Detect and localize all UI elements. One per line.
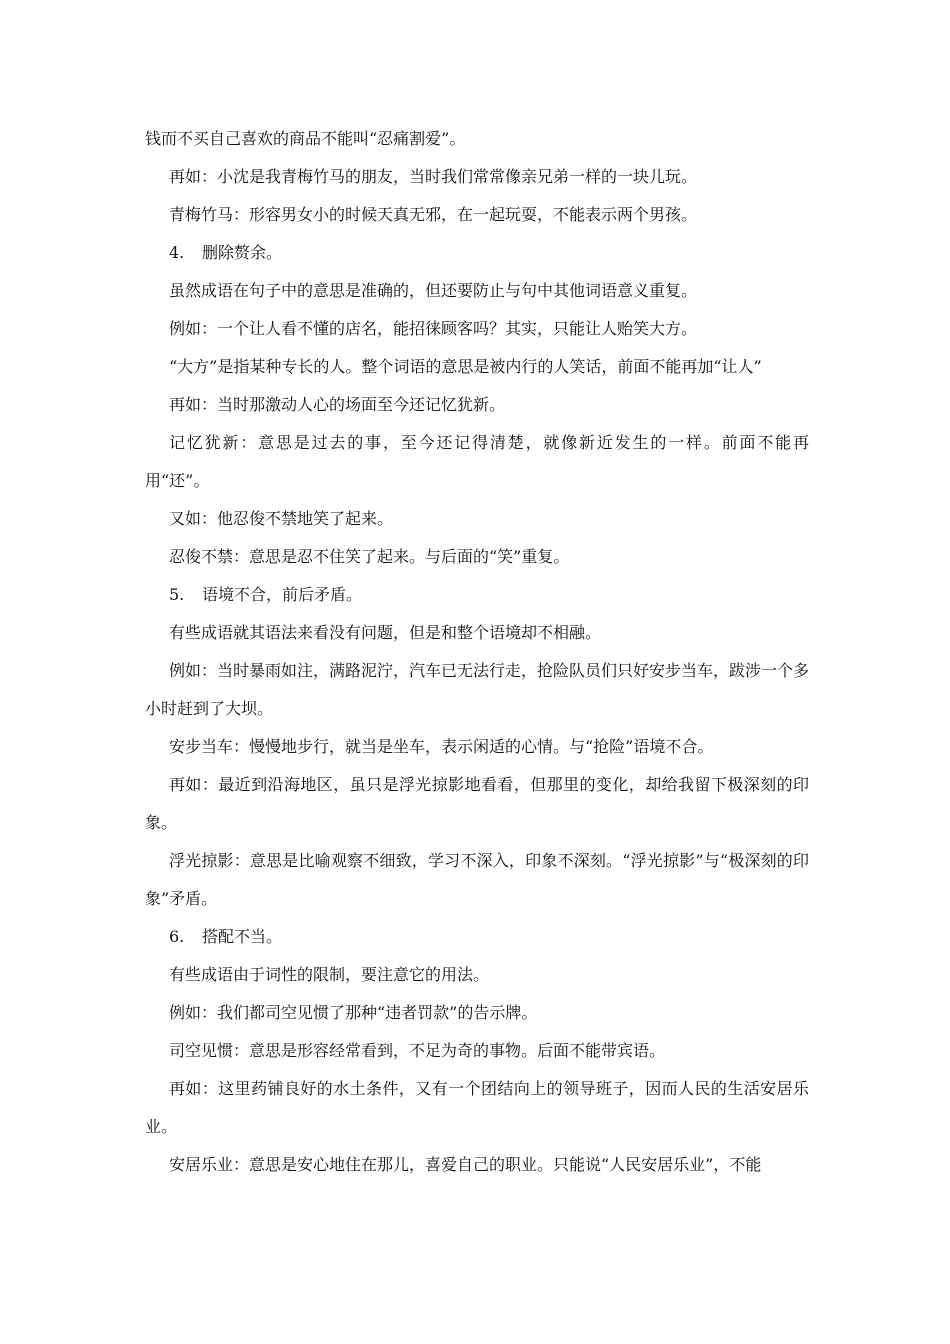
paragraph-example: 再如：最近到沿海地区，虽只是浮光掠影地看看，但那里的变化，却给我留下极深刻的印象。 xyxy=(145,775,809,832)
section-title: 语境不合，前后矛盾。 xyxy=(202,585,363,604)
paragraph-explanation: 安步当车：慢慢地步行，就当是坐车，表示闲适的心情。与“抢险”语境不合。 xyxy=(169,737,714,756)
paragraph-intro: 有些成语就其语法来看没有问题，但是和整个语境却不相融。 xyxy=(169,623,602,642)
section-heading-4 xyxy=(145,234,809,272)
paragraph-example: 例如：一个让人看不懂的店名，能招徕顾客吗？其实，只能让人贻笑大方。 xyxy=(169,319,698,338)
section-heading-6 xyxy=(145,918,809,956)
document-body xyxy=(145,120,809,1184)
paragraph-example: 例如：我们都司空见惯了那种“违者罚款”的告示牌。 xyxy=(169,1003,538,1022)
section-number: 6. xyxy=(169,927,185,946)
paragraph-example: 例如：当时暴雨如注，满路泥泞，汽车已无法行走，抢险队员们只好安步当车，跋涉一个多小时赶到了大坝。 xyxy=(145,661,810,718)
paragraph-explanation: 青梅竹马：形容男女小的时候天真无邪，在一起玩耍，不能表示两个男孩。 xyxy=(169,205,698,224)
paragraph-explanation: “大方”是指某种专长的人。整个词语的意思是被内行的人笑话，前面不能再加“让人” xyxy=(169,357,762,376)
paragraph-explanation: 安居乐业：意思是安心地住在那儿，喜爱自己的职业。只能说“人民安居乐业”，不能 xyxy=(169,1155,762,1174)
section-title: 删除赘余。 xyxy=(202,243,283,262)
section-title: 搭配不当。 xyxy=(202,927,283,946)
section-heading-5 xyxy=(145,576,809,614)
paragraph-example: 再如：当时那激动人心的场面至今还记忆犹新。 xyxy=(169,395,506,414)
paragraph-explanation: 记忆犹新：意思是过去的事，至今还记得清楚，就像新近发生的一样。前面不能再用“还”。 xyxy=(145,433,809,490)
paragraph-intro: 有些成语由于词性的限制，要注意它的用法。 xyxy=(169,965,490,984)
paragraph-explanation: 浮光掠影：意思是比喻观察不细致，学习不深入，印象不深刻。“浮光掠影”与“极深刻的印象”矛盾。 xyxy=(145,851,809,908)
paragraph-continuation: 钱而不买自己喜欢的商品不能叫“忍痛割爱”。 xyxy=(145,129,466,148)
paragraph-example: 再如：这里药铺良好的水土条件，又有一个团结向上的领导班子，因而人民的生活安居乐业。 xyxy=(145,1079,809,1136)
paragraph-explanation: 司空见惯：意思是形容经常看到，不足为奇的事物。后面不能带宾语。 xyxy=(169,1041,666,1060)
paragraph-example: 又如：他忍俊不禁地笑了起来。 xyxy=(169,509,394,528)
section-number: 5. xyxy=(169,585,185,604)
section-number: 4. xyxy=(169,243,185,262)
paragraph-explanation: 忍俊不禁：意思是忍不住笑了起来。与后面的“笑”重复。 xyxy=(169,547,570,566)
paragraph-intro: 虽然成语在句子中的意思是准确的，但还要防止与句中其他词语意义重复。 xyxy=(169,281,698,300)
paragraph-example: 再如：小沈是我青梅竹马的朋友，当时我们常常像亲兄弟一样的一块儿玩。 xyxy=(169,167,698,186)
